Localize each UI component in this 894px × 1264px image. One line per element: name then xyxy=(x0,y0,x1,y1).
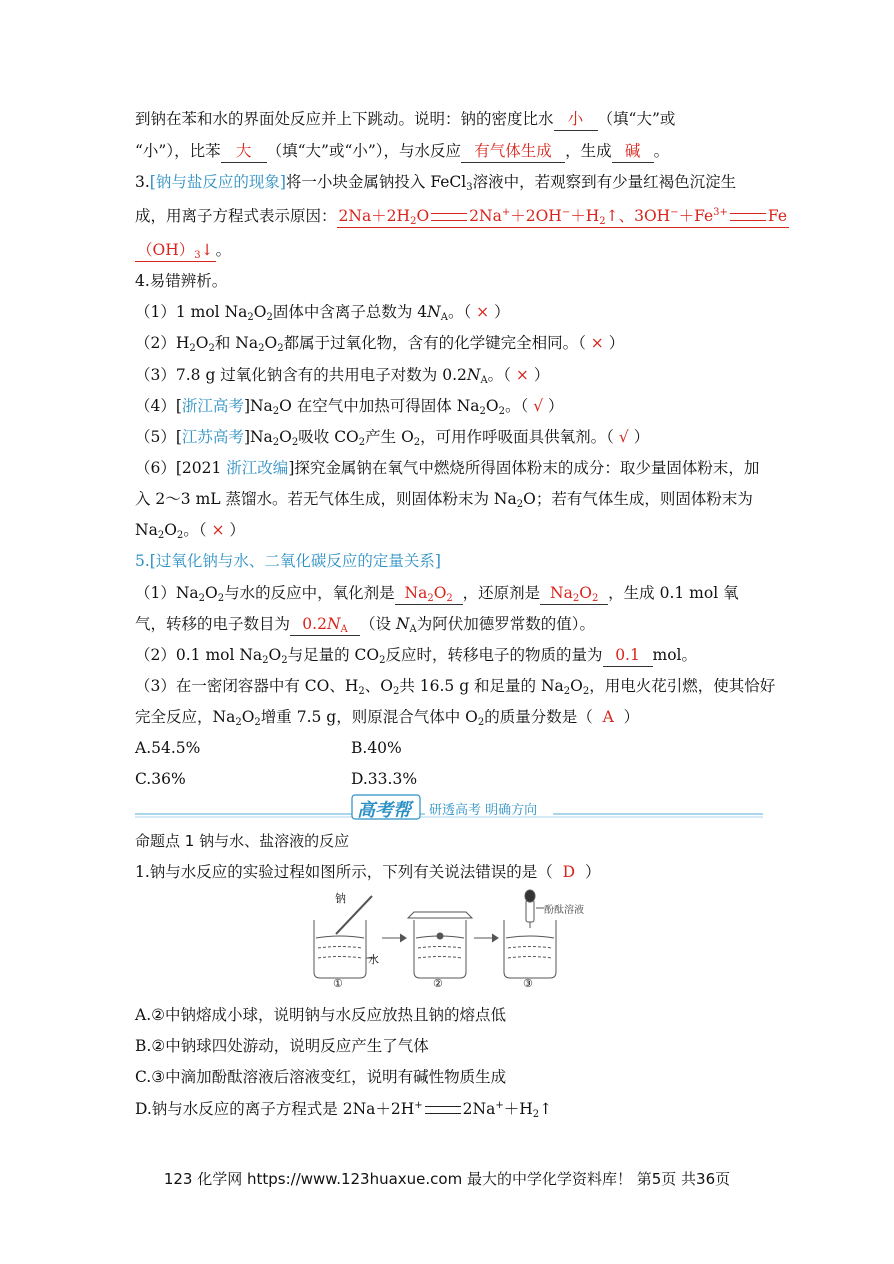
option-c: C.③中滴加酚酞溶液后溶液变红，说明有碱性物质生成 xyxy=(135,1068,507,1086)
option-d: D.33.3% xyxy=(351,770,418,788)
check-mark: √ xyxy=(618,428,629,446)
answer-blank: $0.2N_A$ xyxy=(290,613,360,636)
section-banner xyxy=(135,792,763,822)
label-step-3: ③ xyxy=(523,977,533,990)
page-footer: 123 化学网 https://www.123huaxue.com 最大的中学化学资料库！ 第5页 共36页 xyxy=(163,1170,731,1188)
question-5-part-1-line-1: $(1)Na_2O_2$与水的反应中，氧化剂是 $Na_2O_2$ ，还原剂是 $Na_2O_2$ ，生成 0.1 mol 氧 xyxy=(135,584,739,604)
judge-item-6-line-1: （6）[2021 浙江改编]探究金属钠在氧气中燃烧所得固体粉末的成分：取少量固体粉末，加 xyxy=(135,459,760,477)
question-3-line-1: 3.[钠与盐反应的现象]将一小块金属钠投入 FeCl$_3$溶液中，若观察到有少量红褐色沉淀生 xyxy=(135,173,737,193)
judge-item-4: （4）[浙江高考]$Na_2O$ 在空气中加热可得固体 $Na_2O_2$。（ √ ） xyxy=(135,397,564,417)
label-phenolphthalein: 酚酞溶液 xyxy=(544,905,584,916)
option-a: A.54.5% xyxy=(135,739,201,757)
option-d: D.钠与水反应的离子方程式是 2Na＋2H+ $2Na^++H_2↑$ xyxy=(135,1100,553,1120)
cross-mark: × xyxy=(211,521,225,539)
answer-choice: D xyxy=(562,863,576,881)
answer-equation-cont: $(OH)_3↓$ xyxy=(137,241,214,261)
question-3-line-2: 成，用离子方程式表示原因： $2Na+2H_2O$ $2Na^++2OH^-+H_2↑$、$3OH^-+Fe^{3+}$ Fe xyxy=(135,207,788,227)
question-5-part-2: （2）0.1 mol $Na_2O_2$与足量的 $CO_2$反应时，转移电子的物质的量为 0.1 mol。 xyxy=(135,646,698,666)
answer-blank: 大 xyxy=(221,140,267,163)
judge-item-2: $(2)H_2O_2$和 $Na_2O_2$都属于过氧化物，含有的化学键完全相同。（ × ） xyxy=(135,334,625,354)
label-water: 水 xyxy=(368,953,379,966)
answer-blank: $Na_2O_2$ xyxy=(395,582,463,605)
answer-blank: 0.1 xyxy=(603,644,653,667)
judge-item-6-line-3: $Na_2O_2$。（ × ） xyxy=(135,521,245,541)
answer-equation: $2Na+2H_2O$ $2Na^++2OH^-+H_2↑$、$3OH^-+Fe^{3+}$ Fe xyxy=(338,207,788,227)
check-mark: √ xyxy=(533,397,544,415)
para-line-1: 到钠在苯和水的界面处反应并上下跳动。说明：钠的密度比水 小 （填“大”或 xyxy=(135,108,675,131)
question-tag: [钠与盐反应的现象] xyxy=(149,173,286,191)
question-3-line-3: $(OH)_3↓$ 。 xyxy=(137,241,232,261)
answer-blank: 小 xyxy=(554,108,598,131)
para-line-2: “小”），比苯 大 （填“大”或“小”），与水反应 有气体生成 ，生成 碱 。 xyxy=(135,140,669,163)
judge-item-3: （3）7.8 g 过氧化钠含有的共用电子对数为 $0.2N_A$。（ × ） xyxy=(135,366,550,386)
question-5-part-1-line-2: 气，转移的电子数目为 $0.2N_A$ （设 $N_A$为阿伏加德罗常数的值）。 xyxy=(135,615,596,635)
question-5-part-3-line-2: 完全反应，$Na_2O_2$增重 7.5 g，则原混合气体中 $O_2$的质量分数是（ A ） xyxy=(135,708,640,728)
question-1-stem: 1.钠与水反应的实验过程如图所示，下列有关说法错误的是（ D ） xyxy=(135,863,601,881)
option-a: A.②中钠熔成小球，说明钠与水反应放热且钠的熔点低 xyxy=(135,1006,507,1024)
judge-item-1: （1）1 mol $Na_2O_2$固体中含离子总数为 $4N_A$。（ × ） xyxy=(135,303,510,323)
label-step-1: ① xyxy=(333,977,343,990)
answer-blank: $Na_2O_2$ xyxy=(540,582,608,605)
option-c: C.36% xyxy=(135,770,186,788)
cross-mark: × xyxy=(590,334,604,352)
banner-title: 高考帮 xyxy=(357,800,411,821)
banner-subtitle: 研透高考 明确方向 xyxy=(429,803,538,818)
answer-choice: A xyxy=(602,708,614,726)
question-5-part-3-line-1: （3）在一密闭容器中有 CO、$H_2$、$O_2$共 16.5 g 和足量的 $Na_2O_2$，用电火花引燃，使其恰好 xyxy=(135,677,776,697)
cross-mark: × xyxy=(476,303,490,321)
question-5-title: 5.[过氧化钠与水、二氧化碳反应的定量关系] xyxy=(135,552,441,570)
answer-blank: 碱 xyxy=(612,140,654,163)
judge-item-5: （5）[江苏高考]$Na_2O_2$吸收 $CO_2$产生 $O_2$，可用作呼吸面具供氧剂。（ √ ） xyxy=(135,428,650,448)
judge-item-6-line-2: 入 2～3 mL 蒸馏水。若无气体生成，则固体粉末为 $Na_2O$；若有气体生成，则固体粉末为 xyxy=(135,490,753,510)
question-4-title: 4.易错辨析。 xyxy=(135,272,228,290)
cross-mark: × xyxy=(515,366,529,384)
option-b: B.②中钠球四处游动，说明反应产生了气体 xyxy=(135,1037,429,1055)
option-b: B.40% xyxy=(351,739,402,757)
label-sodium: 钠 xyxy=(335,892,346,905)
section-title: 命题点 1 钠与水、盐溶液的反应 xyxy=(135,832,350,850)
experiment-figure xyxy=(300,888,600,992)
answer-blank: 有气体生成 xyxy=(461,140,565,163)
label-step-2: ② xyxy=(433,977,443,990)
